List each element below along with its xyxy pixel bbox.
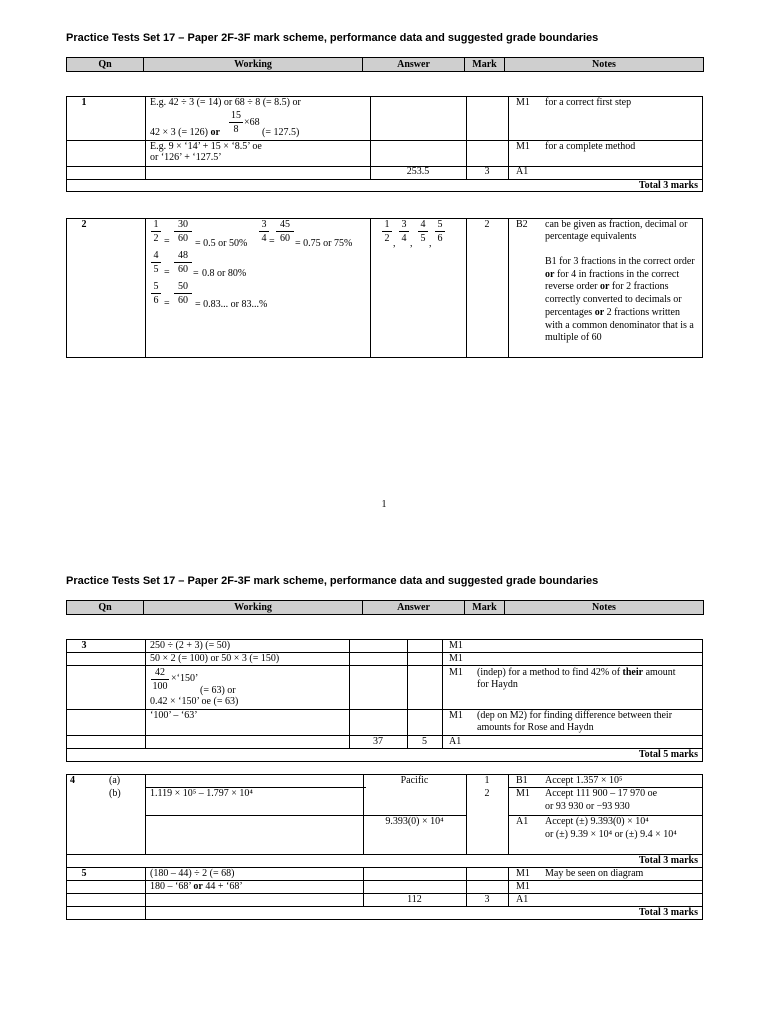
header-working: Working bbox=[143, 601, 362, 614]
note: B1 for 3 fractions in the correct order or for 4 in fractions in the correct reverse order or for 2 fractions correctly converted to decimals or percentages or 2 fractions written with a common denominator that is a multiple of 60 bbox=[545, 256, 695, 344]
working-text: 42 × 3 (= 126) bbox=[150, 127, 208, 138]
fraction-multiplier: ×‘150’ bbox=[171, 673, 199, 684]
fraction: 42 100 bbox=[152, 667, 168, 692]
question-number: 1 bbox=[81, 97, 87, 108]
note: (dep on M2) for finding difference between their bbox=[477, 710, 673, 721]
fraction: 30 60 bbox=[174, 219, 192, 244]
working-line: E.g. 9 × ‘14’ + 15 × ‘8.5’ oe bbox=[150, 141, 262, 152]
fraction-value: = 0.83... or 83...% bbox=[195, 299, 268, 310]
fraction-multiplier: ×68 bbox=[244, 117, 260, 128]
header-notes: Notes bbox=[504, 58, 703, 71]
answer: 9.393(0) × 10⁴ bbox=[385, 816, 444, 827]
mark-code: M1 bbox=[516, 788, 530, 799]
mark-code: A1 bbox=[449, 736, 462, 747]
answer: 37 bbox=[373, 736, 383, 747]
working-line: (180 – 44) ÷ 2 (= 68) bbox=[150, 868, 235, 879]
fraction: 3 4 bbox=[259, 219, 269, 244]
question-number: 5 bbox=[81, 868, 87, 879]
fraction: 5 6 bbox=[151, 281, 161, 306]
working-or: or bbox=[210, 127, 220, 138]
working-line: 1.119 × 10⁵ – 1.797 × 10⁴ bbox=[150, 788, 253, 799]
total-marks: Total 3 marks bbox=[638, 855, 698, 866]
question-number: 3 bbox=[81, 640, 87, 651]
note: for a correct first step bbox=[545, 97, 632, 108]
header-qn: Qn bbox=[98, 602, 112, 613]
header-notes: Notes bbox=[504, 601, 703, 614]
total-marks: Total 5 marks bbox=[638, 749, 698, 760]
mark: 1 bbox=[484, 775, 490, 786]
answer: 112 bbox=[407, 894, 422, 905]
fraction: 50 60 bbox=[174, 281, 192, 306]
note: (indep) for a method to find 42% of their amount bbox=[477, 667, 676, 678]
mark-code: M1 bbox=[449, 640, 463, 651]
working-line: or ‘126’ + ‘127.5’ bbox=[150, 152, 222, 163]
note: amounts for Rose and Haydn bbox=[477, 722, 594, 733]
working-result: (= 127.5) bbox=[262, 127, 300, 138]
mark: 5 bbox=[422, 736, 427, 747]
working-line: ‘100’ – ‘63’ bbox=[150, 710, 198, 721]
mark-code: B2 bbox=[516, 219, 528, 230]
note: or 93 930 or −93 930 bbox=[545, 801, 630, 812]
header-working: Working bbox=[143, 58, 362, 71]
note: Accept 1.357 × 10⁵ bbox=[545, 775, 623, 786]
note: or (±) 9.39 × 10⁴ or (±) 9.4 × 10⁴ bbox=[545, 829, 677, 840]
answer-fraction: 5 6 bbox=[435, 219, 445, 244]
header-answer: Answer bbox=[362, 58, 464, 71]
answer-fraction: 3 4 bbox=[399, 219, 409, 244]
note: Accept 111 900 – 17 970 oe bbox=[545, 788, 658, 799]
note: Accept (±) 9.393(0) × 10⁴ bbox=[545, 816, 649, 827]
header-qn: Qn bbox=[98, 59, 112, 70]
working-line bbox=[150, 127, 220, 139]
fraction-denominator: 8 bbox=[233, 124, 239, 135]
mark-code: M1 bbox=[516, 141, 530, 152]
note: for a complete method bbox=[545, 141, 636, 152]
answer-fraction: 1 2 bbox=[382, 219, 392, 244]
note: May be seen on diagram bbox=[545, 868, 644, 879]
mark: 2 bbox=[484, 219, 490, 230]
page-title: Practice Tests Set 17 – Paper 2F-3F mark scheme, performance data and suggested grade boundaries bbox=[66, 32, 599, 44]
mark-code: M1 bbox=[449, 667, 463, 678]
fraction-value: = 0.75 or 75% bbox=[295, 238, 353, 249]
note: can be given as fraction, decimal or percentage equivalents bbox=[545, 219, 688, 242]
mark-code: A1 bbox=[516, 816, 529, 827]
mark: 3 bbox=[484, 166, 490, 177]
working-line: 180 – ‘68’ or 44 + ‘68’ bbox=[150, 881, 243, 892]
mark-code: M1 bbox=[516, 868, 530, 879]
working-line: (= 63) or bbox=[200, 685, 236, 696]
fraction: 4 5 bbox=[151, 250, 161, 275]
header-answer: Answer bbox=[362, 601, 464, 614]
working-line: 250 ÷ (2 + 3) (= 50) bbox=[150, 640, 231, 651]
fraction: 1 2 bbox=[151, 219, 161, 244]
table-header bbox=[66, 600, 704, 615]
part-label: (b) bbox=[109, 788, 121, 799]
fraction-value: = 0.5 or 50% bbox=[195, 238, 248, 249]
mark-code: M1 bbox=[516, 881, 530, 892]
mark: 2 bbox=[484, 788, 490, 799]
question-number: 4 bbox=[70, 775, 75, 786]
note: for Haydn bbox=[477, 679, 518, 690]
header-mark: Mark bbox=[464, 601, 504, 614]
fraction: 48 60 bbox=[174, 250, 192, 275]
mark-code: M1 bbox=[516, 97, 530, 108]
header-mark: Mark bbox=[464, 58, 504, 71]
mark: 3 bbox=[484, 894, 490, 905]
part-label: (a) bbox=[109, 775, 121, 786]
fraction-value: 0.8 or 80% bbox=[202, 268, 247, 279]
fraction-numerator: 15 bbox=[231, 110, 241, 121]
question-number: 2 bbox=[81, 219, 87, 230]
mark-code: M1 bbox=[449, 653, 463, 664]
working-line: 50 × 2 (= 100) or 50 × 3 (= 150) bbox=[150, 653, 280, 664]
mark-code: A1 bbox=[516, 894, 529, 905]
page-number: 1 bbox=[381, 499, 387, 510]
working-line: E.g. 42 ÷ 3 (= 14) or 68 ÷ 8 (= 8.5) or bbox=[150, 97, 301, 108]
fraction bbox=[229, 110, 243, 135]
working-line: 0.42 × ‘150’ oe (= 63) bbox=[150, 696, 239, 707]
total-marks: Total 3 marks bbox=[638, 907, 698, 918]
fraction: 45 60 bbox=[276, 219, 294, 244]
mark-code: M1 bbox=[449, 710, 463, 721]
mark-code: B1 bbox=[516, 775, 528, 786]
answer: Pacific bbox=[400, 775, 429, 786]
answer-fraction: 4 5 bbox=[418, 219, 428, 244]
mark-code: A1 bbox=[516, 166, 529, 177]
table-header bbox=[66, 57, 704, 72]
answer: 253.5 bbox=[406, 166, 430, 177]
total-marks: Total 3 marks bbox=[638, 180, 698, 191]
page-title: Practice Tests Set 17 – Paper 2F-3F mark scheme, performance data and suggested grade boundaries bbox=[66, 575, 599, 587]
